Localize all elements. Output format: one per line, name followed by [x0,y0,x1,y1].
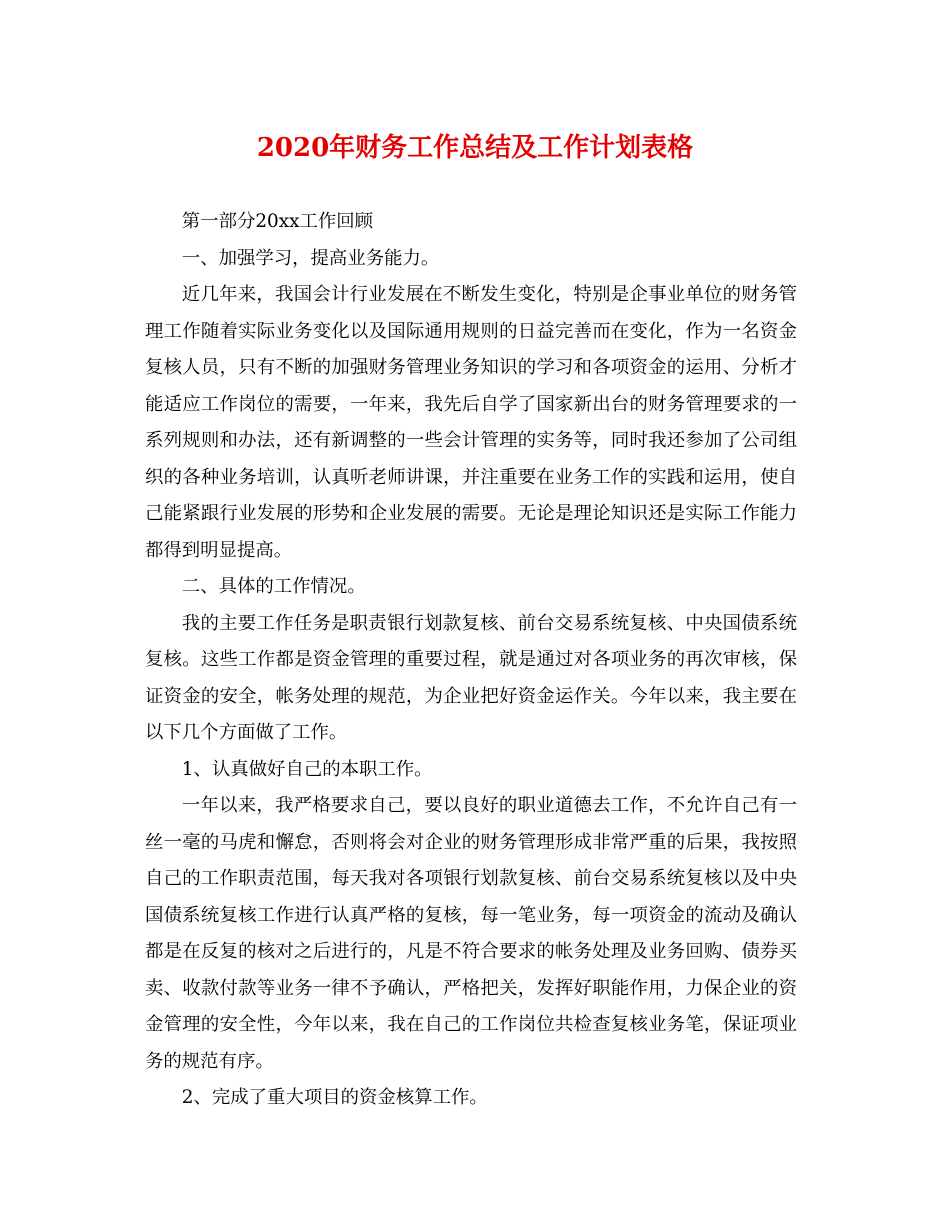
body-paragraph: 近几年来，我国会计行业发展在不断发生变化，特别是企事业单位的财务管理工作随着实际业务变化以及国际通用规则的日益完善而在变化，作为一名资金复核人员，只有不断的加强财务管理业务知识的学习和各项资金的运用、分析才能适应工作岗位的需要，一年来，我先后自学了国家新出台的财务管理要求的一系列规则和办法，还有新调整的一些会计管理的实务等，同时我还参加了公司组织的各种业务培训，认真听老师讲课，并注重要在业务工作的实践和运用，使自己能紧跟行业发展的形势和企业发展的需要。无论是理论知识还是实际工作能力都得到明显提高。 [145,284,797,561]
document-title: 2020年财务工作总结及工作计划表格 [256,133,694,163]
list-item-heading: 1、认真做好自己的本职工作。 [181,758,433,780]
document-body [145,204,797,1117]
body-paragraph: 我的主要工作任务是职责银行划款复核、前台交易系统复核、中央国债系统复核。这些工作都是资金管理的重要过程，就是通过对各项业务的再次审核，保证资金的安全，帐务处理的规范，为企业把好资金运作关。今年以来，我主要在以下几个方面做了工作。 [145,612,797,743]
subsection-heading: 二、具体的工作情况。 [181,576,366,597]
list-item-heading: 2、完成了重大项目的资金核算工作。 [181,1087,488,1108]
body-paragraph: 一年以来，我严格要求自己，要以良好的职业道德去工作，不允许自己有一丝一毫的马虎和懈怠，否则将会对企业的财务管理形成非常严重的后果，我按照自己的工作职责范围，每天我对各项银行划款复核、前台交易系统复核以及中央国债系统复核工作进行认真严格的复核，每一笔业务，每一项资金的流动及确认都是在反复的核对之后进行的，凡是不符合要求的帐务处理及业务回购、债券买卖、收款付款等业务一律不予确认，严格把关，发挥好职能作用，力保企业的资金管理的安全性，今年以来，我在自己的工作岗位共检查复核业务笔，保证项业务的规范有序。 [145,795,797,1072]
subsection-heading: 一、加强学习，提高业务能力。 [181,247,440,269]
section-heading: 第一部分20xx工作回顾 [181,211,374,232]
